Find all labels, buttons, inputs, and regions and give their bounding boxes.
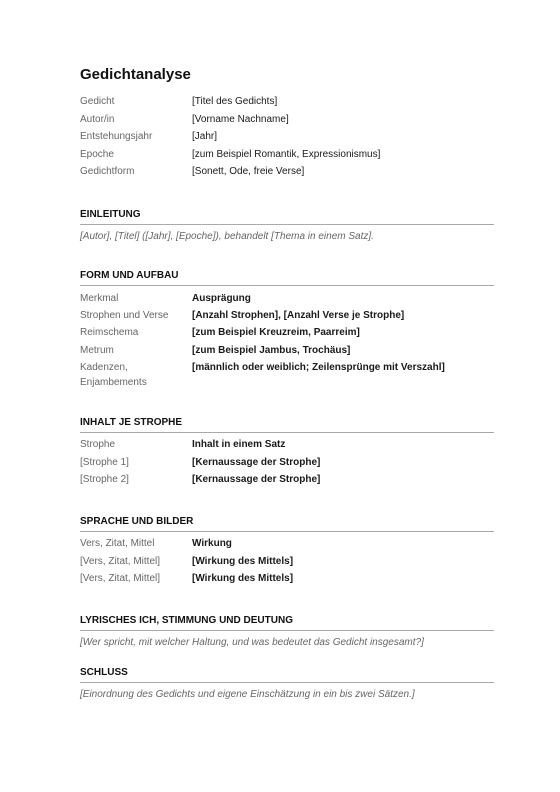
meta-label: Epoche bbox=[80, 149, 114, 160]
column-header: Vers, Zitat, Mittel bbox=[80, 538, 155, 549]
column-header: Strophe bbox=[80, 439, 116, 450]
row-value: [zum Beispiel Jambus, Trochäus] bbox=[192, 345, 351, 356]
schluss-text: [Einordnung des Gedichts und eigene Einschätzung in ein bis zwei Sätzen.] bbox=[80, 689, 415, 700]
section-heading-inhalt: INHALT JE STROPHE bbox=[80, 417, 494, 433]
meta-label: Autor/in bbox=[80, 114, 115, 125]
column-header: Ausprägung bbox=[192, 293, 251, 304]
document-title: Gedichtanalyse bbox=[80, 66, 191, 83]
section-heading-lyrisches-ich: LYRISCHES ICH, STIMMUNG UND DEUTUNG bbox=[80, 615, 494, 631]
row-value: [männlich oder weiblich; Zeilensprünge mit Verszahl] bbox=[192, 362, 445, 373]
meta-value: [zum Beispiel Romantik, Expressionismus] bbox=[192, 149, 381, 160]
meta-value: [Vorname Nachname] bbox=[192, 114, 289, 125]
row-label: [Strophe 2] bbox=[80, 474, 129, 485]
lyrisches-ich-text: [Wer spricht, mit welcher Haltung, und was bedeutet das Gedicht insgesamt?] bbox=[80, 637, 424, 648]
column-header: Inhalt in einem Satz bbox=[192, 439, 286, 450]
row-label: [Strophe 1] bbox=[80, 457, 129, 468]
row-label: Metrum bbox=[80, 345, 114, 356]
row-value: [Anzahl Strophen], [Anzahl Verse je Strophe] bbox=[192, 310, 405, 321]
row-label: [Vers, Zitat, Mittel] bbox=[80, 573, 161, 584]
row-label bbox=[80, 360, 188, 390]
row-value: [Kernaussage der Strophe] bbox=[192, 474, 321, 485]
section-heading-einleitung: EINLEITUNG bbox=[80, 209, 494, 225]
row-label: Strophen und Verse bbox=[80, 310, 169, 321]
section-heading-form: FORM UND AUFBAU bbox=[80, 270, 494, 286]
row-value: [zum Beispiel Kreuzreim, Paarreim] bbox=[192, 327, 360, 338]
row-value: [Wirkung des Mittels] bbox=[192, 556, 294, 567]
row-label-line: Enjambements bbox=[80, 377, 147, 388]
section-heading-sprache: SPRACHE UND BILDER bbox=[80, 516, 494, 532]
section-heading-schluss: SCHLUSS bbox=[80, 667, 494, 683]
meta-label: Gedicht bbox=[80, 96, 115, 107]
meta-value: [Jahr] bbox=[192, 131, 218, 142]
meta-label: Gedichtform bbox=[80, 166, 135, 177]
einleitung-text: [Autor], [Titel] ([Jahr], [Epoche]), behandelt [Thema in einem Satz]. bbox=[80, 231, 374, 242]
column-header: Wirkung bbox=[192, 538, 232, 549]
row-label: [Vers, Zitat, Mittel] bbox=[80, 556, 161, 567]
row-value: [Kernaussage der Strophe] bbox=[192, 457, 321, 468]
row-label: Reimschema bbox=[80, 327, 139, 338]
column-header: Merkmal bbox=[80, 293, 119, 304]
row-label-line: Kadenzen, bbox=[80, 362, 128, 373]
row-value: [Wirkung des Mittels] bbox=[192, 573, 294, 584]
meta-label: Entstehungsjahr bbox=[80, 131, 153, 142]
meta-value: [Titel des Gedichts] bbox=[192, 96, 278, 107]
meta-value: [Sonett, Ode, freie Verse] bbox=[192, 166, 305, 177]
